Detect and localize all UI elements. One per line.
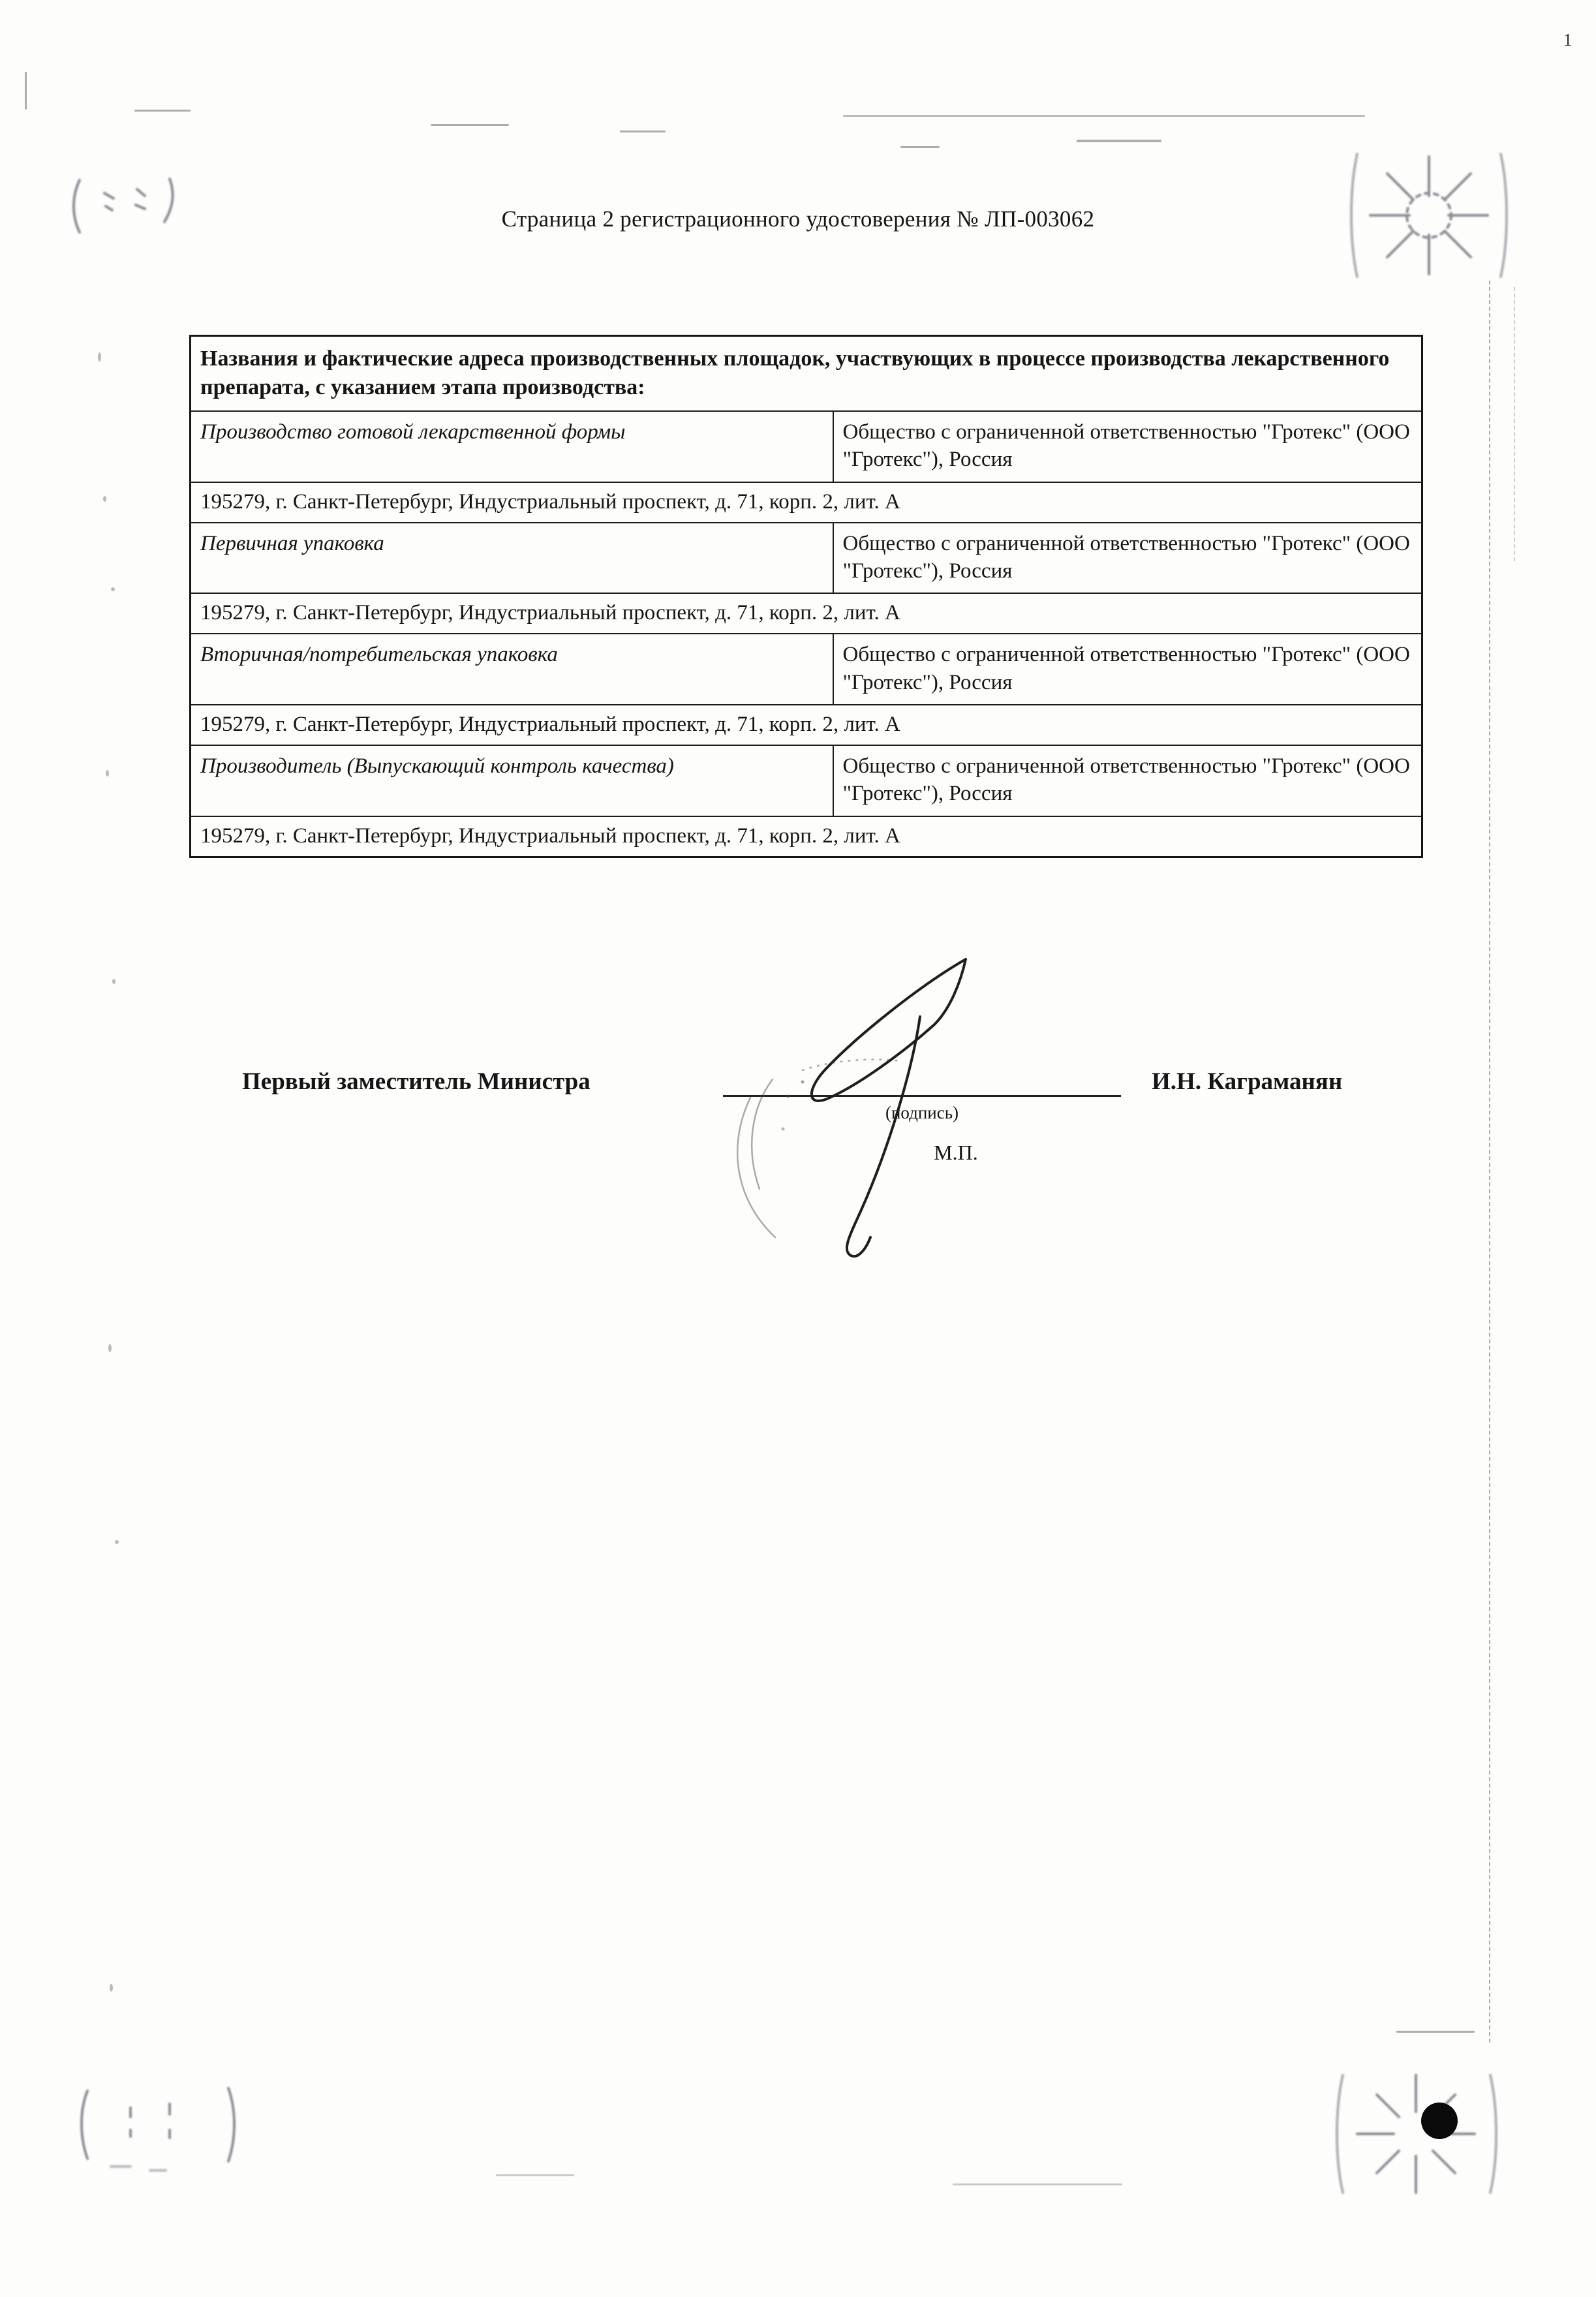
table-title-row [191, 336, 1422, 412]
scan-artifact-line [1077, 140, 1161, 142]
scan-artifact-edge [1489, 281, 1490, 2043]
company-cell: Общество с ограниченной ответственностью "Гротекс" (ООО "Гротекс"), Россия [833, 523, 1422, 593]
scan-speck [108, 1344, 112, 1352]
page-number: 1 [1563, 30, 1573, 50]
scan-speck [112, 979, 115, 984]
stamp-mark-bottom-left [72, 2075, 268, 2180]
stage-cell: Производитель (Выпускающий контроль качества) [191, 745, 833, 816]
table-row [191, 482, 1422, 523]
scan-artifact-line [496, 2174, 574, 2176]
company-cell: Общество с ограниченной ответственностью "Гротекс" (ООО "Гротекс"), Россия [833, 411, 1422, 482]
scan-speck [115, 1540, 119, 1544]
signatory-name: И.Н. Каграманян [1152, 1068, 1343, 1095]
scan-speck [98, 352, 101, 362]
address-cell: 195279, г. Санкт-Петербург, Индустриальный проспект, д. 71, корп. 2, лит. А [191, 705, 1422, 745]
stage-cell: Производство готовой лекарственной формы [191, 411, 833, 482]
scan-speck [106, 770, 109, 777]
scan-artifact-line [1396, 2031, 1475, 2033]
table-row [191, 816, 1422, 857]
table-row [191, 593, 1422, 634]
address-cell: 195279, г. Санкт-Петербург, Индустриальный проспект, д. 71, корп. 2, лит. А [191, 482, 1422, 523]
scan-speck [110, 1984, 113, 1992]
table-row [191, 745, 1422, 816]
scan-artifact-line [900, 146, 940, 148]
production-sites-table [189, 335, 1423, 858]
scan-ink-dot [1421, 2103, 1458, 2139]
table-row [191, 634, 1422, 704]
signatory-title: Первый заместитель Министра [242, 1068, 591, 1095]
stamp-mark-top-left [65, 167, 209, 245]
stamp-mark-top-right [1344, 131, 1514, 300]
document-header: Страница 2 регистрационного удостоверения № ЛП-003062 [501, 206, 1095, 232]
stage-cell: Вторичная/потребительская упаковка [191, 634, 833, 704]
seal-placeholder: М.П. [934, 1141, 978, 1164]
scan-artifact-edge [1514, 287, 1515, 561]
scan-artifact-line [134, 110, 191, 112]
scan-speck [111, 587, 115, 591]
address-cell: 195279, г. Санкт-Петербург, Индустриальный проспект, д. 71, корп. 2, лит. А [191, 816, 1422, 857]
table-row [191, 411, 1422, 482]
address-cell: 195279, г. Санкт-Петербург, Индустриальный проспект, д. 71, корп. 2, лит. А [191, 593, 1422, 634]
scan-artifact-line [25, 72, 27, 110]
company-cell: Общество с ограниченной ответственностью "Гротекс" (ООО "Гротекс"), Россия [833, 634, 1422, 704]
handwritten-signature [705, 933, 1070, 1299]
company-cell: Общество с ограниченной ответственностью "Гротекс" (ООО "Гротекс"), Россия [833, 745, 1422, 816]
scan-artifact-line [953, 2183, 1122, 2185]
signature-caption: (подпись) [885, 1103, 959, 1122]
scan-artifact-line [843, 115, 1365, 117]
scan-speck [103, 496, 106, 502]
table-row [191, 705, 1422, 745]
stage-cell: Первичная упаковка [191, 523, 833, 593]
scan-artifact-line [620, 131, 666, 132]
table-row [191, 523, 1422, 593]
table-title: Названия и фактические адреса производственных площадок, участвующих в процессе производства лекарственного препарата, с указанием этапа производства: [191, 336, 1422, 412]
scan-artifact-line [431, 124, 509, 126]
stamp-mark-bottom-right [1331, 2049, 1501, 2219]
